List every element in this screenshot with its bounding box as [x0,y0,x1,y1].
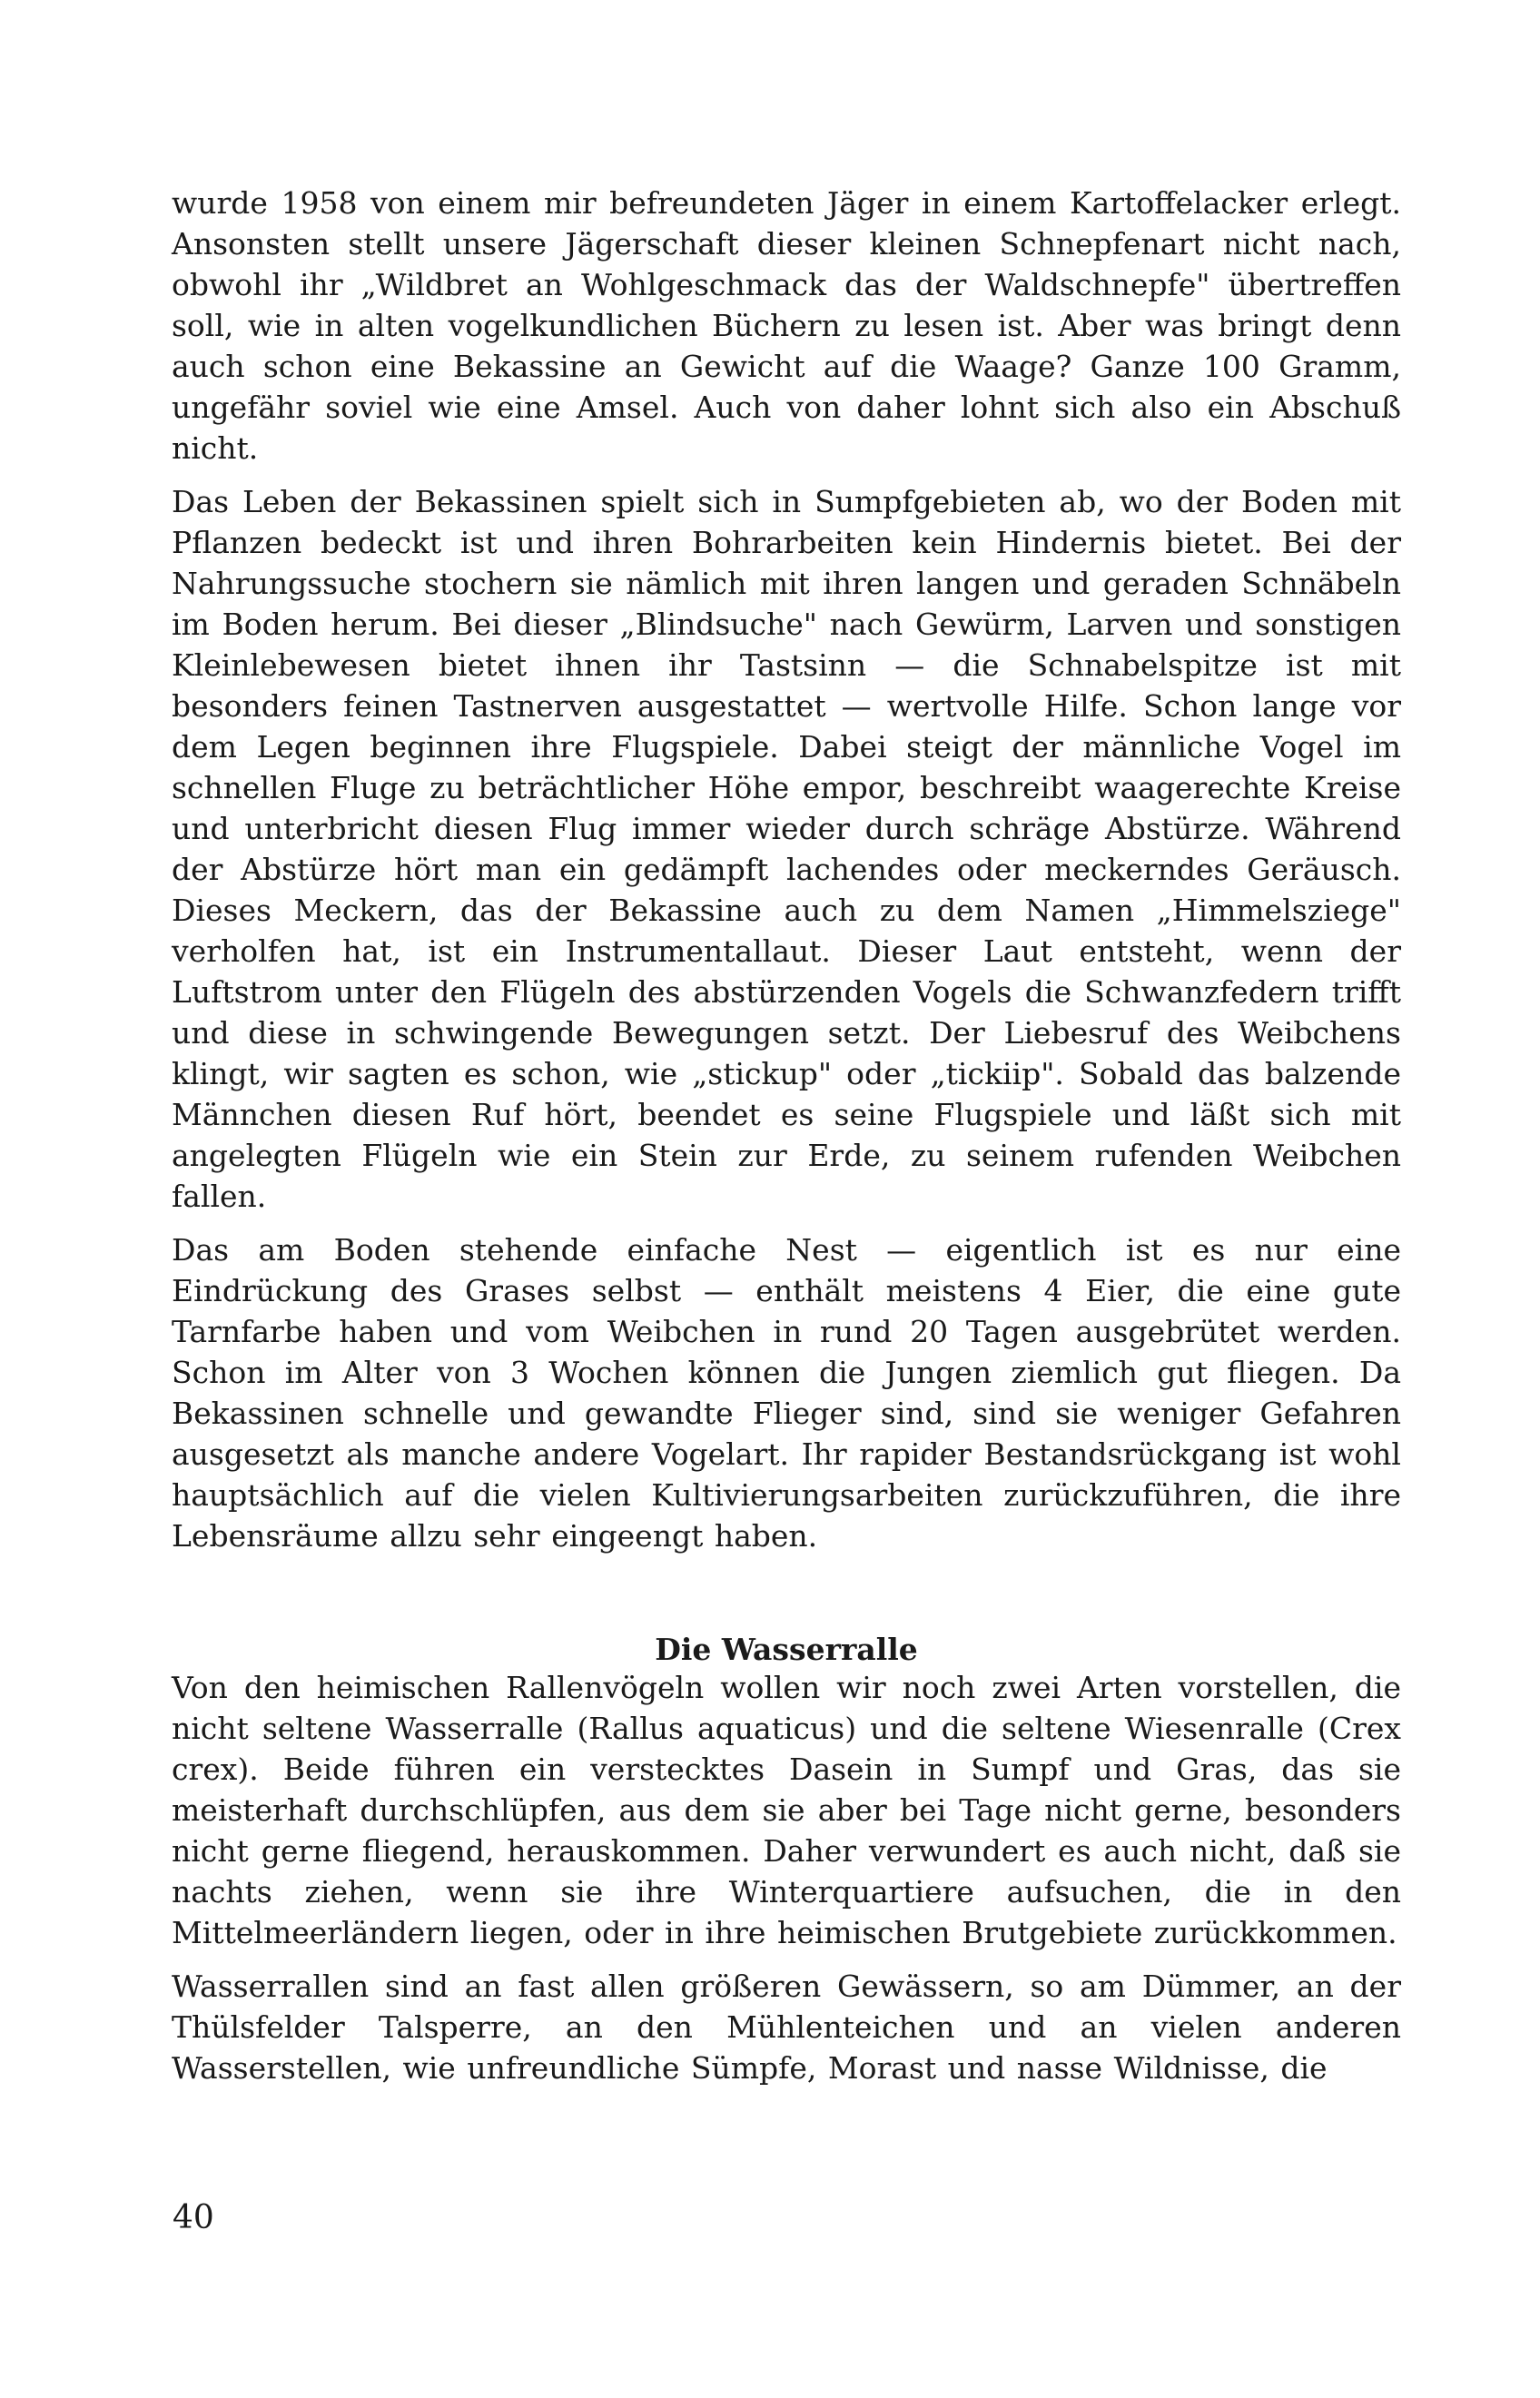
text-block-bottom [172,1667,1401,2088]
section-heading: Die Wasserralle [655,1632,918,1667]
paragraph-snipe-habitat-display: Das Leben der Bekassinen spielt sich in Sumpfgebieten ab, wo der Boden mit Pflanzen bedeckt ist und ihren Bohrarbeiten kein Hindernis bietet. Bei der Nahrungssuche stochern sie nämlich mit ihren langen und geraden Schnäbeln im Boden herum. Bei dieser „Blindsuche" nach Gewürm, Larven und sonstigen Kleinlebewesen bietet ihnen ihr Tastsinn — die Schnabelspitze ist mit besonders feinen Tastnerven ausgestattet — wertvolle Hilfe. Schon lange vor dem Legen beginnen ihre Flugspiele. Dabei steigt der männliche Vogel im schnellen Fluge zu beträchtlicher Höhe empor, beschreibt waagerechte Kreise und unterbricht diesen Flug immer wieder durch schräge Abstürze. Während der Abstürze hört man ein gedämpft lachendes oder meckerndes Geräusch. Dieses Meckern, das der Bekassine auch zu dem Namen „Himmelsziege" verholfen hat, ist ein Instrumentallaut. Dieser Laut entsteht, wenn der Luftstrom unter den Flügeln des abstürzenden Vogels die Schwanzfedern trifft und diese in schwingende Bewegungen setzt. Der Liebesruf des Weibchens klingt, wir sagten es schon, wie „stickup" oder „tickiip". Sobald das balzende Männchen diesen Ruf hört, beendet es seine Flugspiele und läßt sich mit angelegten Flügeln wie ein Stein zur Erde, zu seinem rufenden Weibchen fallen. [172,484,1401,1214]
text-block-top [172,183,1401,1556]
paragraph-snipe-nest: Das am Boden stehende einfache Nest — eigentlich ist es nur eine Eindrückung des Grases selbst — enthält meistens 4 Eier, die eine gute Tarnfarbe haben und vom Weibchen in rund 20 Tagen ausgebrütet werden. Schon im Alter von 3 Wochen können die Jungen ziemlich gut fliegen. Da Bekassinen schnelle und gewandte Flieger sind, sind sie weniger Gefahren ausgesetzt als manche andere Vogelart. Ihr rapider Bestandsrückgang ist wohl hauptsächlich auf die vielen Kultivierungsarbeiten zurückzuführen, die ihre Lebensräume allzu sehr eingeengt haben. [172,1232,1401,1554]
paragraph-rail-locations: Wasserrallen sind an fast allen größeren Gewässern, so am Dümmer, an der Thülsfelder Talsperre, an den Mühlenteichen und an vielen anderen Wasserstellen, wie unfreundliche Sümpfe, Morast und nasse Wildnisse, die [172,1969,1401,2086]
page-number: 40 [173,2199,214,2236]
paragraph-snipe-weight: wurde 1958 von einem mir befreundeten Jäger in einem Kartoffelacker erlegt. Ansonsten stellt unsere Jägerschaft dieser kleinen Schnepfenart nicht nach, obwohl ihr „Wildbret an Wohlgeschmack das der Waldschnepfe" übertreffen soll, wie in alten vogelkundlichen Büchern zu lesen ist. Aber was bringt denn auch schon eine Bekassine an Gewicht auf die Waage? Ganze 100 Gramm, ungefähr soviel wie eine Amsel. Auch von daher lohnt sich also ein Abschuß nicht. [172,185,1401,466]
paragraph-rail-intro: Von den heimischen Rallenvögeln wollen wir noch zwei Arten vorstellen, die nicht seltene Wasserralle (Rallus aquaticus) und die seltene Wiesenralle (Crex crex). Beide führen ein verstecktes Dasein in Sumpf und Gras, das sie meisterhaft durchschlüpfen, aus dem sie aber bei Tage nicht gerne, besonders nicht gerne fliegend, herauskommen. Daher verwundert es auch nicht, daß sie nachts ziehen, wenn sie ihre Winterquartiere aufsuchen, die in den Mittelmeerländern liegen, oder in ihre heimischen Brutgebiete zurückkommen. [172,1670,1401,1950]
